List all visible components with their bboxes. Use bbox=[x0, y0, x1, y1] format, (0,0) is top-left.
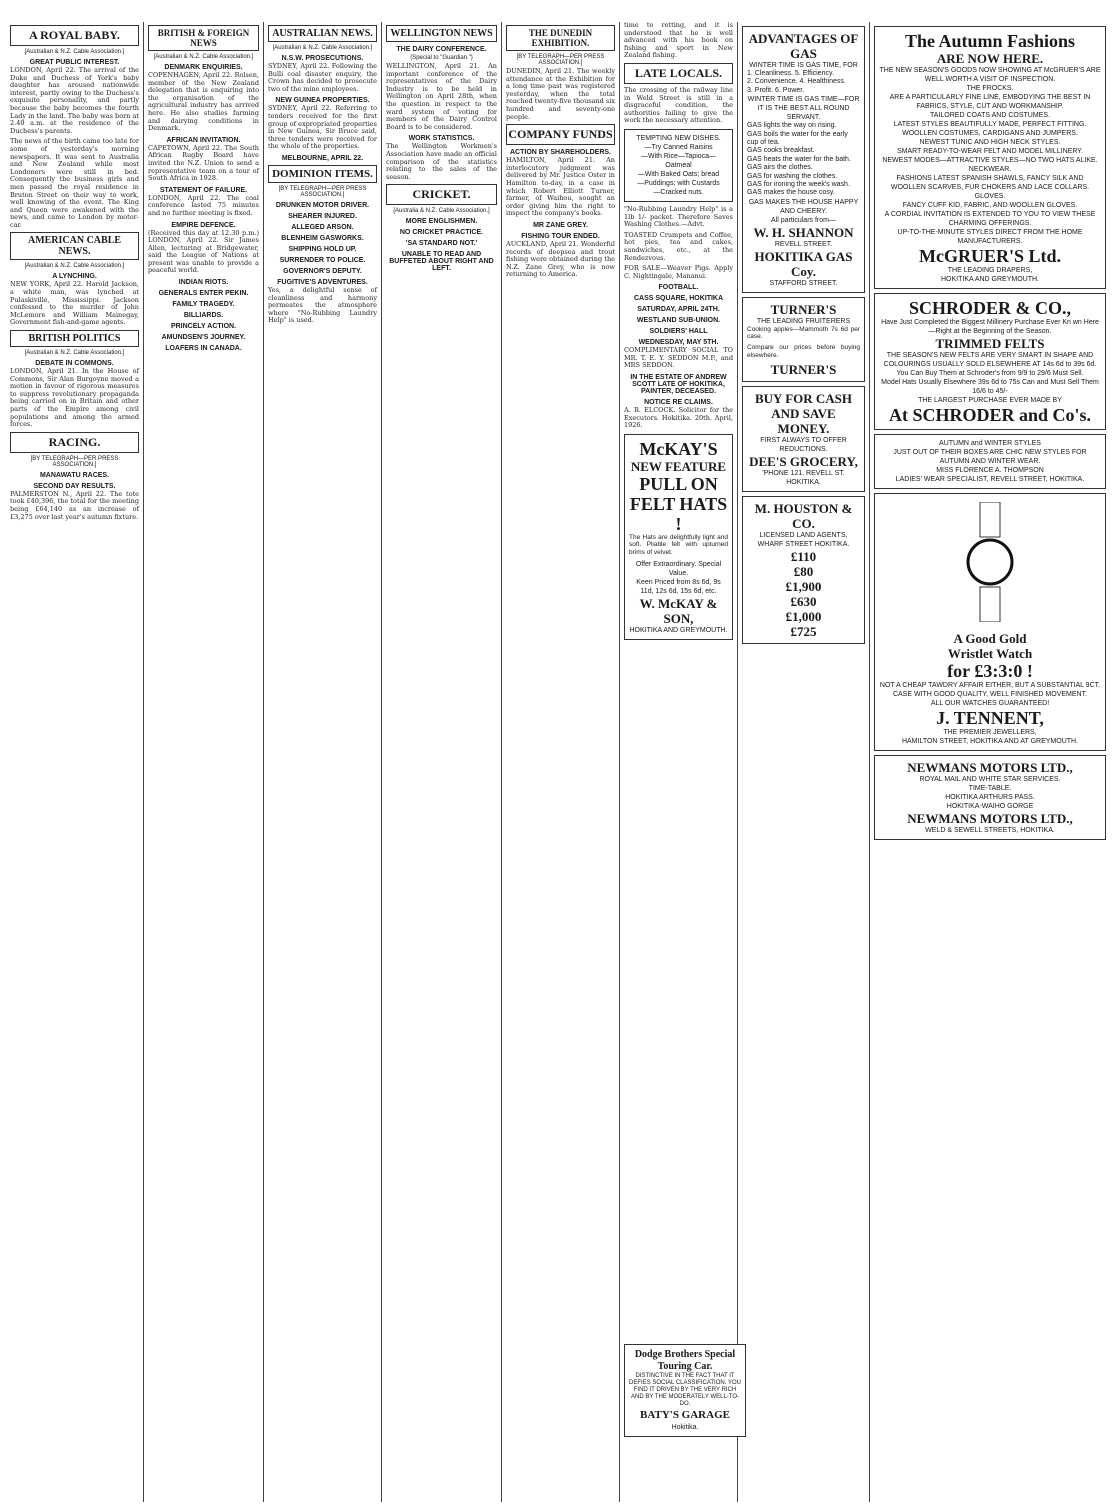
section-heading: MELBOURNE, APRIL 22. bbox=[281, 154, 364, 162]
column-5 bbox=[502, 22, 620, 1502]
headline-dunedin-exhibition: THE DUNEDIN EXHIBITION. bbox=[506, 25, 615, 51]
section-heading: FUGITIVE'S ADVENTURES. bbox=[277, 278, 368, 286]
column-4 bbox=[382, 22, 502, 1502]
ad-turners: TURNER'S THE LEADING FRUITERERS Cooking apples—Mammoth 7s 6d per case. Compare our prices before buying elsewhere. TURNER'S bbox=[742, 297, 865, 382]
article-text: "No-Rubbing Laundry Help" is a 1lb 1/- packet. Therefore Saves Washing Clothes.—Advt. bbox=[624, 204, 733, 229]
section-heading: SECOND DAY RESULTS. bbox=[33, 482, 116, 490]
article-text: Yes, a delightful sense of cleanliness and harmony permeates the atmosphere where "No-Rubbing Laundry Help" is used. bbox=[268, 285, 377, 325]
ad-schroder: SCHRODER & CO., Have Just Completed the Biggest Millinery Purchase Ever Kn wn Here—Right at the Beginning of the Season. TRIMMED FELTS THE SEASON'S NEW FELTS ARE VERY SMART IN SHAPE AND COLOURINGS USUALLY SOLD ELSEWHERE AT 14s 6d to 39s 6d. You Can Buy Them at Schroder's from 9/9 to 29/6 Must Sell. Model Hats Usually Elsewhere 39s 6d to 75s Can and Must Sell Them 16/6 to 45/- THE LARGEST PURCHASE EVER MADE BY At SCHRODER and Co's. bbox=[874, 293, 1106, 430]
section-heading: STATEMENT OF FAILURE. bbox=[159, 186, 248, 194]
section-heading: GOVERNOR'S DEPUTY. bbox=[283, 267, 362, 275]
ad-dees-grocery: BUY FOR CASH AND SAVE MONEY. FIRST ALWAYS TO OFFER REDUCTIONS. DEE'S GROCERY, 'PHONE 121. REVELL ST. HOKITIKA. bbox=[742, 386, 865, 492]
headline-company-funds: COMPANY FUNDS bbox=[506, 124, 615, 145]
ad-gas: ADVANTAGES OF GAS WINTER TIME IS GAS TIME, FOR 1. Cleanliness. 5. Efficiency. 2. Convenience. 4. Healthiness. 3. Profit. 6. Power. WINTER TIME IS GAS TIME—FOR IT IS THE BEST ALL ROUND SERVANT. GAS lights the way on rising. GAS boils the water for the early cup of tea. GAS cooks breakfast. GAS heats the water for the bath. GAS airs the clothes. GAS for washing the clothes. GAS for ironing the week's wash. GAS makes the house cosy. GAS MAKES THE HOUSE HAPPY AND CHEERY. All particulars from— W. H. SHANNON REVELL STREET. HOKITIKA GAS Coy. STAFFORD STREET. bbox=[742, 26, 865, 293]
ad-mckays: McKAY'S NEW FEATURE PULL ON FELT HATS ! The Hats are delightfully light and soft. Pliable felt with upturned brims of velvet. Offer Extraordinary. Special Value. Keen Priced from 8s 6d, 9s 11d, 12s 6d, 15s 6d, etc. W. McKAY & SON, HOKITIKA AND GREYMOUTH. bbox=[624, 434, 733, 640]
classified-ad: TOASTED Crumpets and Coffee, hot pies, tea and cakes, sandwiches, etc., at the Rendezvous. bbox=[624, 230, 733, 262]
section-heading: AFRICAN INVITATION. bbox=[166, 136, 241, 144]
source-line: [Australian & N.Z. Cable Association.] bbox=[272, 45, 373, 51]
article-text: HAMILTON, April 21. An interlocutory judgment was delivered by Mr. Justice Oster in Hamilton to-day, in a case in which Robert Elliott Turner, farmer, of Waihou, sought an order giving him the right to inspect the company's books. bbox=[506, 156, 615, 218]
headline-wellington-news: WELLINGTON NEWS bbox=[386, 25, 497, 42]
section-heading: MORE ENGLISHMEN. bbox=[405, 218, 478, 226]
headline-royal-baby: A ROYAL BABY. bbox=[10, 25, 139, 46]
article-text: LONDON, April 22. The arrival of the Duke and Duchess of York's baby daughter has aroused nationwide interest, partly owing to the Duchess's exquisite personality, and partly because the baby becomes the fourth Lady in the land. The baby was born at 2.40 a.m. at the residence of the Duchess's parents. bbox=[10, 66, 139, 135]
headline-late-locals: LATE LOCALS. bbox=[624, 63, 733, 84]
column-6 bbox=[620, 22, 738, 1502]
headline-american-cable: AMERICAN CABLE NEWS. bbox=[10, 232, 139, 260]
source-line: [Australian & N.Z. Cable Association.] bbox=[24, 263, 125, 270]
article-text: LONDON, April 22. The coal conference lasted 75 minutes and no further meeting is fixed. bbox=[148, 193, 259, 217]
article-text: LONDON, April 21. In the House of Commons, Sir Alan Burgoyne moved a motion in favour of rigorous measures to suppress revolutionary propaganda being carried on in Britain and other parts of the Empire among civil populations and among the armed forces. bbox=[10, 367, 139, 429]
section-heading: WESTLAND SUB-UNION. bbox=[636, 317, 721, 325]
section-heading: SURRENDER TO POLICE. bbox=[279, 256, 366, 264]
article-text: The Wellington Workmen's Association have made an official comparison of the statistics relating to the sales of the season. bbox=[386, 142, 497, 181]
section-heading: UNABLE TO READ AND BUFFETED ABOUT RIGHT AND LEFT. bbox=[389, 251, 494, 273]
article-text: A. R. ELCOCK. Solicitor for the Executors. Hokitika. 20th. April, 1926. bbox=[624, 406, 733, 430]
headline-british-foreign: BRITISH & FOREIGN NEWS bbox=[148, 25, 259, 51]
headline-british-politics: BRITISH POLITICS bbox=[10, 330, 139, 347]
classified-ad: FOR SALE—Weaver Pigs. Apply C. Nightingale, Mananui. bbox=[624, 264, 733, 280]
article-text: (Received this day at 12.30 p.m.) LONDON, April 22. Sir James Allen, lecturing at Bridgewater, said the League of Nations at present was unable to provide a peaceful world. bbox=[148, 228, 259, 275]
section-heading: CASS SQUARE, HOKITIKA bbox=[633, 295, 724, 303]
column-2 bbox=[144, 22, 264, 1502]
ad-tennent: A Good Gold Wristlet Watch for £3:3:0 ! NOT A CHEAP TAWDRY AFFAIR EITHER, BUT A SUBSTANTIAL 9CT. CASE WITH GOOD QUALITY, WELL FINISHED MOVEMENT. ALL OUR WATCHES GUARANTEED! J. TENNENT, THE PREMIER JEWELLERS, HAMILTON STREET, HOKITIKA AND AT GREYMOUTH. bbox=[874, 493, 1106, 751]
column-3 bbox=[264, 22, 382, 1502]
section-heading: SHIPPING HOLD UP. bbox=[288, 245, 357, 253]
source-line: (Special to "Guardian.") bbox=[410, 55, 473, 61]
section-heading: DENMARK ENQUIRIES. bbox=[164, 64, 243, 71]
section-heading: SATURDAY, APRIL 24TH. bbox=[637, 306, 720, 314]
section-heading: DRUNKEN MOTOR DRIVER. bbox=[275, 201, 370, 209]
article-text: AUCKLAND, April 21. Wonderful records of deepsea and trout fishing were obtained during the N.Z. Zane Grey, who is now returning to America. bbox=[506, 239, 615, 279]
section-heading: FISHING TOUR ENDED. bbox=[521, 232, 600, 240]
column-8 bbox=[870, 22, 1110, 1502]
section-heading: WEDNESDAY, MAY 5TH. bbox=[638, 339, 719, 347]
section-heading: LOAFERS IN CANADA. bbox=[165, 345, 242, 353]
article-text: DUNEDIN, April 21. The weekly attendance at the Exhibition for a long time past was registered yesterday, when the total reached twenty-five thousand six hundred and seventy-one people. bbox=[506, 67, 615, 121]
headline-cricket: CRICKET. bbox=[386, 184, 497, 205]
section-heading: 'SA STANDARD NOT.' bbox=[405, 240, 478, 248]
article-text-filler: The news of the birth came too late for some of yesterday's morning newspapers. It was sent to Australia and New Zealand while most Londoners were still in bed. Consequently the business girls and men passed the royal residence in Bruton Street on their way to work, well knowing of the event. The King and Queen were awakened with the news, and came to London by motor-car. bbox=[10, 137, 139, 229]
section-heading: INDIAN RIOTS. bbox=[178, 279, 229, 287]
article-text: PALMERSTON N., April 22. The tote took £40,396, the total for the meeting being £64,140 as an increase of £3,275 over last year's autumn fixture. bbox=[10, 489, 139, 521]
section-heading: NO CRICKET PRACTICE. bbox=[399, 229, 484, 237]
article-text: The crossing of the railway line in Weld Street is still in a disgraceful condition, the authorities failing to give the work the necessary attention. bbox=[624, 85, 733, 125]
headline-australian-news: AUSTRALIAN NEWS. bbox=[268, 25, 377, 42]
article-text: SYDNEY, April 22. Following the Bulli coal disaster enquiry, the Crown has decided to prosecute two of the mine employees. bbox=[268, 62, 377, 93]
column-7 bbox=[738, 22, 870, 1502]
section-heading: BLENHEIM GASWORKS. bbox=[281, 234, 364, 242]
section-heading: DEBATE IN COMMONS. bbox=[35, 360, 114, 368]
section-heading: ACTION BY SHAREHOLDERS. bbox=[510, 149, 611, 157]
section-heading: ALLEGED ARSON. bbox=[291, 223, 354, 231]
section-heading: WORK STATISTICS. bbox=[408, 135, 475, 143]
section-heading: A LYNCHING. bbox=[52, 273, 97, 281]
source-line: [BY TELEGRAPH—PER PRESS ASSOCIATION.] bbox=[278, 185, 367, 198]
ad-thompson: AUTUMN and WINTER STYLES JUST OUT OF THEIR BOXES ARE CHIC NEW STYLES FOR AUTUMN AND WINTER WEAR. MISS FLORENCE A. THOMPSON LADIES' WEAR SPECIALIST, REVELL STREET, HOKITIKA. bbox=[874, 434, 1106, 489]
section-heading: NEW GUINEA PROPERTIES. bbox=[275, 97, 370, 105]
source-line: [BY TELEGRAPH—PER PRESS ASSOCIATION.] bbox=[30, 455, 119, 468]
section-heading: IN THE ESTATE OF ANDREW SCOTT LATE OF HOKITIKA, PAINTER, DECEASED. bbox=[630, 374, 727, 396]
headline-dominion-items: DOMINION ITEMS. bbox=[268, 165, 377, 183]
section-heading: MR ZANE GREY. bbox=[533, 221, 588, 229]
article-text: SYDNEY, April 22. Referring to tenders received for the first group of expropriated properties in New Guinea, Sir Bruce said, three tenders were received for the whole of the properties. bbox=[268, 104, 377, 151]
source-line: [Australian & N.Z. Cable Association.] bbox=[24, 49, 125, 55]
section-heading: NOTICE RE CLAIMS. bbox=[644, 399, 713, 407]
article-text: COPENHAGEN, April 22. Rolsen, member of the New Zealand delegation that is enquiring into the organisation of the agricultural industry has arrived here. He also studies farming and dairying conditions in Denmark. bbox=[148, 71, 259, 133]
section-heading: EMPIRE DEFENCE. bbox=[171, 221, 236, 229]
section-heading: SHEARER INJURED. bbox=[288, 212, 357, 220]
section-heading: PRINCELY ACTION. bbox=[170, 323, 237, 331]
section-heading: BILLIARDS. bbox=[183, 312, 224, 320]
section-heading: FAMILY TRAGEDY. bbox=[172, 301, 235, 309]
wristwatch-illustration bbox=[960, 502, 1020, 622]
ad-newmans-motors: NEWMANS MOTORS LTD., ROYAL MAIL AND WHITE STAR SERVICES. TIME-TABLE. HOKITIKA ARTHURS PASS. HOKITIKA-WAIHO GORGE NEWMANS MOTORS LTD., WELD & SEWELL STREETS, HOKITIKA. bbox=[874, 755, 1106, 840]
ad-dodge: Dodge Brothers Special Touring Car. DISTINCTIVE IN THE FACT THAT IT DEFIES SOCIAL CLASSIFICATION. YOU FIND IT DRIVEN BY THE VERY RICH AND BY THE MODERATELY WELL-TO-DO. BATY'S GARAGE Hokitika. bbox=[624, 1344, 746, 1437]
section-heading: GREAT PUBLIC INTEREST. bbox=[29, 59, 120, 66]
ad-mcgruers: The Autumn Fashions ARE NOW HERE. THE NEW SEASON'S GOODS NOW SHOWING AT McGRUER'S ARE WELL WORTH A VISIT OF INSPECTION. THE FROCKS. ARE A PARTICULARLY FINE LINE, EMBODYING THE BEST IN FABRICS, STYLE, CUT AND WORKMANSHIP. TAILORED COATS AND COSTUMES. LATEST STYLES BEAUTIFULLY MADE, PERFECT FITTING. WOOLLEN COSTUMES, CARDIGANS AND JUMPERS. NEWEST TUNIC AND HIGH NECK STYLES. SMART READY-TO-WEAR FELT AND MODEL MILLINERY. NEWEST MODES—ATTRACTIVE STYLES—NO TWO HATS ALIKE. NECKWEAR. FASHIONS LATEST SPANISH SHAWLS, FANCY SILK AND WOOLLEN SCARVES, FUR CHOKERS AND LACE COLLARS. GLOVES. FANCY CUFF KID, FABRIC, AND WOOLLEN GLOVES. A CORDIAL INVITATION IS EXTENDED TO YOU TO VIEW THESE CHARMING OFFERINGS. UP-TO-THE-MINUTE STYLES DIRECT FROM THE HOME MANUFACTURERS. McGRUER'S Ltd. THE LEADING DRAPERS, HOKITIKA AND GREYMOUTH. bbox=[874, 26, 1106, 289]
ad-houston: M. HOUSTON & CO. LICENSED LAND AGENTS, WHARF STREET HOKITIKA. £110 £80 £1,900 £630 £1,000 £725 bbox=[742, 496, 865, 644]
article-text: COMPLIMENTARY SOCIAL TO MR. T. E. Y. SEDDON M.P., and MRS SEDDON. bbox=[624, 346, 733, 370]
source-line: [Australian & N.Z. Cable Association.] bbox=[153, 54, 254, 60]
article-text: WELLINGTON, April 21. An important conference of the representatives of the Dairy Industry is to be held in Wellington on April 28th, when the question in respect to the ward system of voting for members of the Dairy Control Board is to be considered. bbox=[386, 62, 497, 131]
section-heading: FOOTBALL. bbox=[658, 284, 699, 292]
section-heading: MANAWATU RACES. bbox=[39, 471, 110, 479]
section-heading: GENERALS ENTER PEKIN. bbox=[158, 290, 249, 298]
column-1 bbox=[6, 22, 144, 1502]
section-heading: N.S.W. PROSECUTIONS. bbox=[281, 55, 364, 62]
article-text: CAPETOWN, April 22. The South African Rugby Board have invited the N.Z. Union to send a representative team on a tour of South Africa in 1928. bbox=[148, 143, 259, 183]
article-text: NEW YORK, April 22. Harold Jackson, a white man, was lynched at Pulaskiville, Mississippi. Jackson confessed to the murder of John McLemore and William Mainegay, Government fish-and-game agents. bbox=[10, 280, 139, 327]
source-line: [BY TELEGRAPH—PER PRESS ASSOCIATION.] bbox=[516, 54, 605, 66]
section-heading: AMUNDSEN'S JOURNEY. bbox=[161, 334, 246, 342]
section-heading: THE DAIRY CONFERENCE. bbox=[396, 46, 487, 53]
headline-racing: RACING. bbox=[10, 432, 139, 453]
ad-tempting-dishes: TEMPTING NEW DISHES. —Try Canned Raisins —With Rice—Tapioca—Oatmeal —With Baked Oats; bread —Puddings; with Custards —Cracked nuts. bbox=[624, 129, 733, 202]
source-line: [Australia & N.Z. Cable Association.] bbox=[393, 208, 490, 215]
section-heading: SOLDIERS' HALL bbox=[649, 328, 708, 336]
article-text: time to retting, and it is understood that he is well advanced with his book on fishing and sport in New Zealand fishing. bbox=[624, 22, 733, 60]
source-line: [Australian & N.Z. Cable Association.] bbox=[24, 350, 125, 357]
